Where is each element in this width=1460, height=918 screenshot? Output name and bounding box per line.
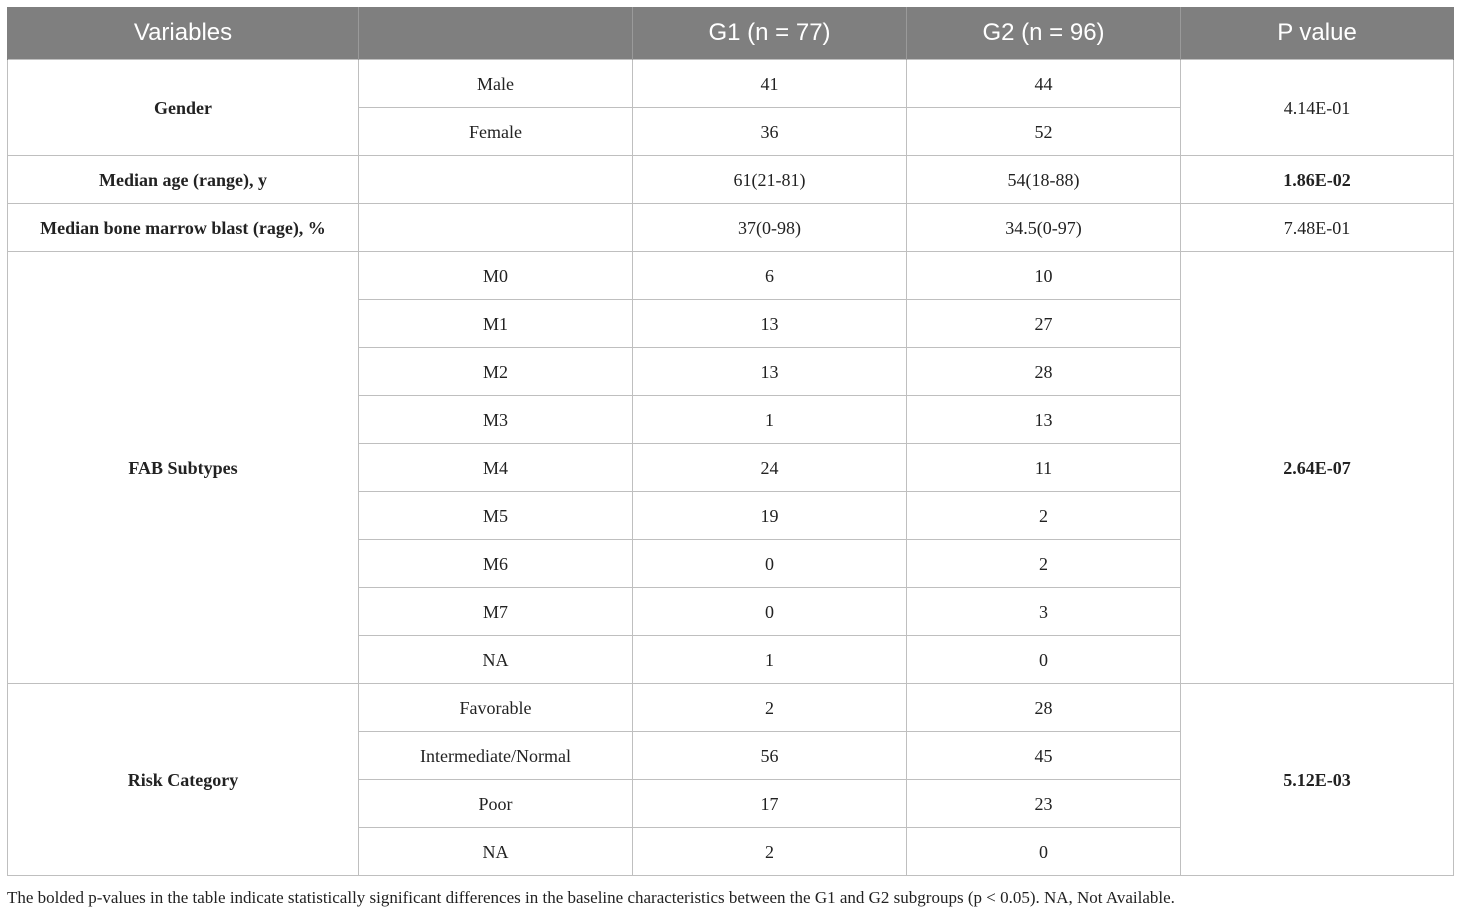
g1-value-cell: 1 [633, 396, 907, 444]
variable-label: FAB Subtypes [8, 252, 359, 684]
subcategory-cell: M5 [359, 492, 633, 540]
g1-value-cell: 6 [633, 252, 907, 300]
variable-label: Gender [8, 60, 359, 156]
g1-value-cell: 37(0-98) [633, 204, 907, 252]
g1-value-cell: 41 [633, 60, 907, 108]
g1-value-cell: 0 [633, 588, 907, 636]
baseline-characteristics-table [7, 7, 1454, 876]
g2-value-cell: 28 [907, 684, 1181, 732]
g1-value-cell: 13 [633, 300, 907, 348]
subcategory-cell: Favorable [359, 684, 633, 732]
subcategory-cell: NA [359, 828, 633, 876]
subcategory-cell: Poor [359, 780, 633, 828]
table-row [8, 684, 1454, 732]
g1-value-cell: 24 [633, 444, 907, 492]
p-value-cell: 5.12E-03 [1181, 684, 1454, 876]
g2-value-cell: 13 [907, 396, 1181, 444]
table-row [8, 252, 1454, 300]
subcategory-cell: M2 [359, 348, 633, 396]
g2-value-cell: 0 [907, 828, 1181, 876]
header-g1: G1 (n = 77) [633, 7, 907, 60]
subcategory-cell: NA [359, 636, 633, 684]
subcategory-cell: Female [359, 108, 633, 156]
table-row [8, 204, 1454, 252]
g1-value-cell: 0 [633, 540, 907, 588]
g2-value-cell: 45 [907, 732, 1181, 780]
g2-value-cell: 0 [907, 636, 1181, 684]
variable-label: Risk Category [8, 684, 359, 876]
subcategory-cell: M0 [359, 252, 633, 300]
subcategory-cell: M1 [359, 300, 633, 348]
g2-value-cell: 52 [907, 108, 1181, 156]
variable-label: Median age (range), y [8, 156, 359, 204]
g2-value-cell: 2 [907, 540, 1181, 588]
subcategory-cell: Intermediate/Normal [359, 732, 633, 780]
g2-value-cell: 11 [907, 444, 1181, 492]
g1-value-cell: 13 [633, 348, 907, 396]
subcategory-cell [359, 204, 633, 252]
header-variables: Variables [8, 7, 359, 60]
p-value-cell: 4.14E-01 [1181, 60, 1454, 156]
g1-value-cell: 2 [633, 684, 907, 732]
g2-value-cell: 2 [907, 492, 1181, 540]
g1-value-cell: 2 [633, 828, 907, 876]
g1-value-cell: 61(21-81) [633, 156, 907, 204]
p-value-cell: 1.86E-02 [1181, 156, 1454, 204]
variable-label: Median bone marrow blast (rage), % [8, 204, 359, 252]
g1-value-cell: 56 [633, 732, 907, 780]
table-header [8, 7, 1454, 60]
table-row [8, 60, 1454, 108]
header-row [8, 7, 1454, 60]
g2-value-cell: 3 [907, 588, 1181, 636]
g2-value-cell: 28 [907, 348, 1181, 396]
subcategory-cell: M4 [359, 444, 633, 492]
p-value-cell: 7.48E-01 [1181, 204, 1454, 252]
g2-value-cell: 34.5(0-97) [907, 204, 1181, 252]
p-value-cell: 2.64E-07 [1181, 252, 1454, 684]
g1-value-cell: 36 [633, 108, 907, 156]
subcategory-cell: M3 [359, 396, 633, 444]
table-footnote: The bolded p-values in the table indicate statistically significant differences in the baseline characteristics between the G1 and G2 subgroups (p < 0.05). NA, Not Available. [7, 888, 1175, 907]
table-row [8, 156, 1454, 204]
g2-value-cell: 44 [907, 60, 1181, 108]
header-p-value: P value [1181, 7, 1454, 60]
g2-value-cell: 23 [907, 780, 1181, 828]
g2-value-cell: 27 [907, 300, 1181, 348]
g1-value-cell: 17 [633, 780, 907, 828]
header-g2: G2 (n = 96) [907, 7, 1181, 60]
g1-value-cell: 19 [633, 492, 907, 540]
subcategory-cell [359, 156, 633, 204]
subcategory-cell: M7 [359, 588, 633, 636]
g2-value-cell: 10 [907, 252, 1181, 300]
table-body [8, 60, 1454, 876]
g2-value-cell: 54(18-88) [907, 156, 1181, 204]
header-subcategory [359, 7, 633, 60]
g1-value-cell: 1 [633, 636, 907, 684]
subcategory-cell: M6 [359, 540, 633, 588]
subcategory-cell: Male [359, 60, 633, 108]
